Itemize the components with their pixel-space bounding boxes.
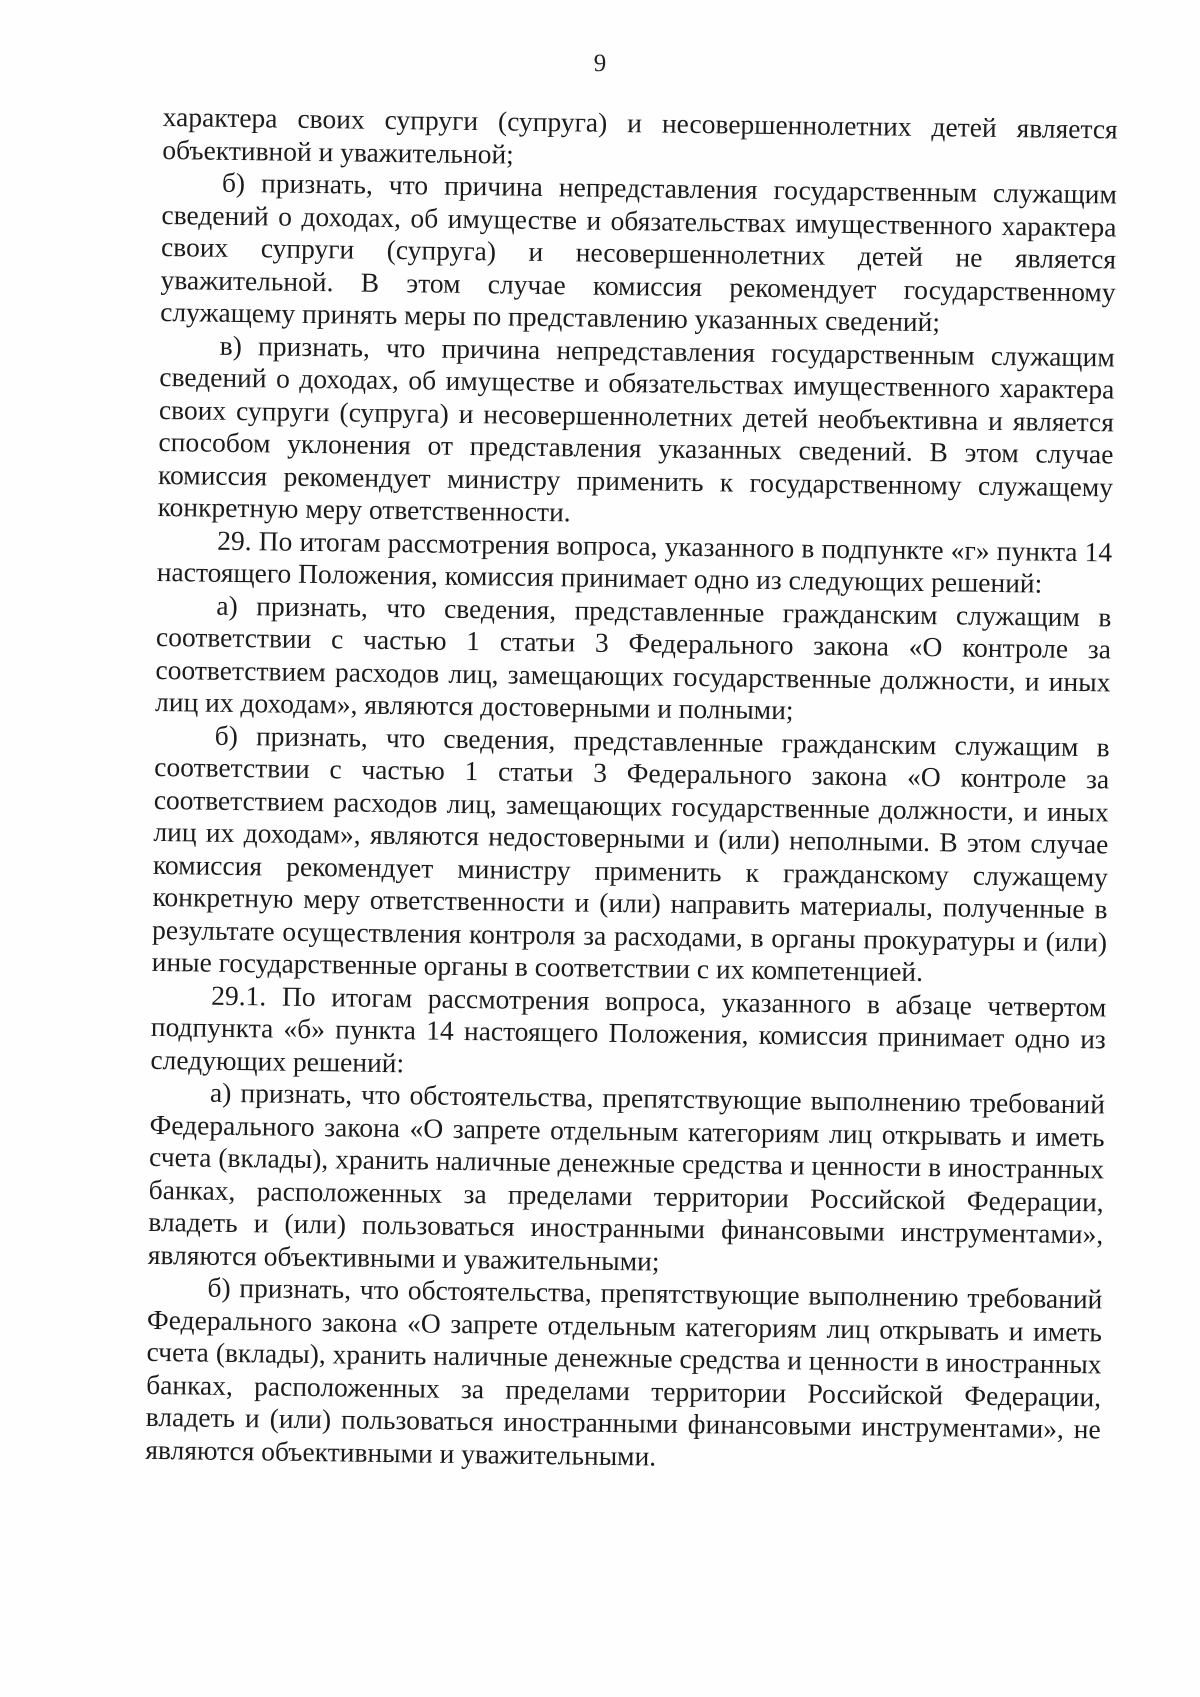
paragraph-28-v: в) признать, что причина непредставления государственным служащим сведений о доходах, об имуществе и обязательствах имущественного характера своих супруги (супруга) и несовершеннолетних детей необъективна и является способом уклонения от представления указанных сведений. В этом случае комиссия рекомендует министру применить к государственному служащему конкретную меру ответственности. — [157, 329, 1115, 528]
paragraph-28-b: б) признать, что причина непредставления государственным служащим сведений о доходах, об имуществе и обязательствах имущественного характера своих супруги (супруга) и несовершеннолетних детей не является уважительной. В этом случае комиссия рекомендует государственному служащему принять меры по представлению указанных сведений; — [160, 166, 1118, 338]
paragraph-29: 29. По итогам рассмотрения вопроса, указанного в подпункте «г» пункта 14 настоящего Положения, комиссия принимает одно из следующих решений: — [156, 524, 1113, 599]
paragraph-29-1-a: а) признать, что обстоятельства, препятствующие выполнению требований Федерального закона «О запрете отдельным категориям лиц открывать и иметь счета (вклады), хранить наличные денежные средства и ценности в иностранных банках, расположенных за пределами территории Российской Федерации, владеть и (или) пользоваться иностранными финансовыми инструментами», являются объективными и уважительными; — [147, 1076, 1106, 1277]
paragraph-29-b: б) признать, что сведения, представленные гражданским служащим в соответствии с частью 1 статьи 3 Федерального закона «О контроле за соответствием расходов лиц, замещающих государственные должности, и иных лиц их доходам», являются недостоверными и (или) неполными. В этом случае комиссия рекомендует министру применить к гражданскому служащему конкретную меру ответственности и (или) направить материалы, полученные в результате осуществления контроля за расходами, в органы прокуратуры и (или) иные государственные органы в соответствии с их компетенцией. — [151, 719, 1110, 988]
paragraph-continuation: характера своих супруги (супруга) и несовершеннолетних детей является объективной и уважительной; — [162, 101, 1118, 170]
paragraph-29-a: а) признать, что сведения, представленные гражданским служащим в соответствии с частью 1 статьи 3 Федерального закона «О контроле за соответствием расходов лиц, замещающих государственные должности, и иных лиц их доходам», являются достоверными и полными; — [154, 589, 1112, 726]
paragraph-29-1: 29.1. По итогам рассмотрения вопроса, указанного в абзаце четвертом подпункта «б» пункта 14 настоящего Положения, комиссия принимает одно из следующих решений: — [150, 979, 1107, 1078]
paragraph-29-1-b: б) признать, что обстоятельства, препятствующие выполнению требований Федерального закона «О запрете отдельным категориям лиц открывать и иметь счета (вклады), хранить наличные денежные средства и ценности в иностранных банках, расположенных за пределами территории Российской Федерации, владеть и (или) пользоваться иностранными финансовыми инструментами», не являются объективными и уважительными. — [145, 1271, 1103, 1472]
document-body — [145, 101, 1118, 1478]
page-number: 9 — [593, 50, 607, 77]
